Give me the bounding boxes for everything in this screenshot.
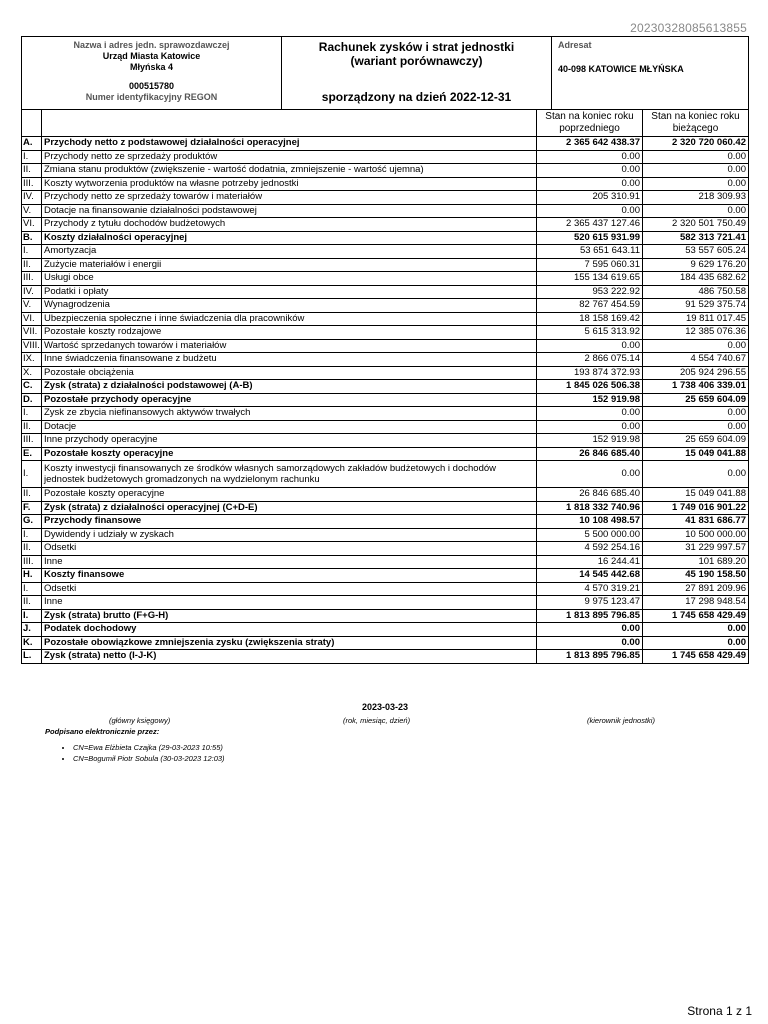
row-label: Przychody finansowe bbox=[42, 515, 537, 529]
table-row bbox=[22, 555, 749, 569]
row-code: F. bbox=[22, 501, 42, 515]
table-row bbox=[22, 285, 749, 299]
row-curr-value: 486 750.58 bbox=[643, 285, 749, 299]
date-label: (rok, miesiąc, dzień) bbox=[343, 716, 411, 725]
row-label: Wartość sprzedanych towarów i materiałów bbox=[42, 339, 537, 353]
row-prev-value: 4 592 254.16 bbox=[537, 542, 643, 556]
row-code: II. bbox=[22, 488, 42, 502]
row-curr-value: 0.00 bbox=[643, 461, 749, 488]
table-row bbox=[22, 272, 749, 286]
row-prev-value: 1 845 026 506.38 bbox=[537, 380, 643, 394]
addressee-block bbox=[552, 37, 748, 109]
table-row bbox=[22, 258, 749, 272]
row-prev-value: 0.00 bbox=[537, 623, 643, 637]
row-curr-value: 0.00 bbox=[643, 623, 749, 637]
row-code: VIII. bbox=[23, 339, 40, 351]
signer-item: • CN=Bogumił Piotr Sobula (30-03-2023 12:03) bbox=[73, 753, 225, 764]
table-row bbox=[22, 326, 749, 340]
header-curr-year: Stan na koniec roku bieżącego bbox=[643, 110, 749, 137]
row-code: VI. bbox=[22, 218, 42, 232]
row-code: I. bbox=[22, 609, 42, 623]
entity-info bbox=[22, 37, 282, 109]
row-curr-value: 25 659 604.09 bbox=[643, 434, 749, 448]
row-label: Dywidendy i udziały w zyskach bbox=[42, 528, 537, 542]
row-prev-value: 0.00 bbox=[537, 636, 643, 650]
row-code: V. bbox=[22, 204, 42, 218]
row-code: I. bbox=[22, 150, 42, 164]
row-curr-value: 218 309.93 bbox=[643, 191, 749, 205]
entity-street: Młyńska 4 bbox=[129, 62, 174, 72]
row-prev-value: 10 108 498.57 bbox=[537, 515, 643, 529]
row-label: Amortyzacja bbox=[42, 245, 537, 259]
signer-item: • CN=Ewa Elżbieta Czajka (29-03-2023 10:55) bbox=[73, 742, 225, 753]
table-header-row bbox=[22, 110, 749, 137]
row-code: II. bbox=[22, 164, 42, 178]
row-prev-value: 9 975 123.47 bbox=[537, 596, 643, 610]
row-prev-value: 152 919.98 bbox=[537, 434, 643, 448]
row-label: Pozostałe obciążenia bbox=[42, 366, 537, 380]
row-label: Inne świadczenia finansowane z budżetu bbox=[42, 353, 537, 367]
row-curr-value: 1 745 658 429.49 bbox=[643, 650, 749, 664]
report-header bbox=[21, 36, 749, 110]
row-label: Przychody netto z podstawowej działalności operacyjnej bbox=[42, 137, 537, 151]
table-row bbox=[22, 636, 749, 650]
row-label: Zysk (strata) netto (I-J-K) bbox=[42, 650, 537, 664]
row-prev-value: 155 134 619.65 bbox=[537, 272, 643, 286]
document-id: 20230328085613855 bbox=[630, 21, 747, 35]
table-row bbox=[22, 177, 749, 191]
row-label: Inne bbox=[42, 555, 537, 569]
table-row bbox=[22, 582, 749, 596]
table-row bbox=[22, 164, 749, 178]
row-curr-value: 4 554 740.67 bbox=[643, 353, 749, 367]
accountant-label: (główny księgowy) bbox=[109, 716, 171, 725]
row-prev-value: 205 310.91 bbox=[537, 191, 643, 205]
header-cell-code bbox=[22, 110, 42, 137]
signature-footer bbox=[21, 702, 749, 763]
row-code: K. bbox=[22, 636, 42, 650]
table-row bbox=[22, 218, 749, 232]
table-row bbox=[22, 339, 749, 353]
row-prev-value: 18 158 169.42 bbox=[537, 312, 643, 326]
row-code: II. bbox=[22, 596, 42, 610]
table-row bbox=[22, 515, 749, 529]
row-label: Inne przychody operacyjne bbox=[42, 434, 537, 448]
row-curr-value: 1 738 406 339.01 bbox=[643, 380, 749, 394]
row-prev-value: 953 222.92 bbox=[537, 285, 643, 299]
row-prev-value: 1 813 895 796.85 bbox=[537, 609, 643, 623]
row-code: II. bbox=[22, 420, 42, 434]
row-label: Dotacje na finansowanie działalności podstawowej bbox=[42, 204, 537, 218]
row-curr-value: 53 557 605.24 bbox=[643, 245, 749, 259]
row-prev-value: 5 615 313.92 bbox=[537, 326, 643, 340]
table-row bbox=[22, 245, 749, 259]
addressee-label: Adresat bbox=[558, 40, 592, 50]
row-label: Odsetki bbox=[42, 542, 537, 556]
row-curr-value: 0.00 bbox=[643, 636, 749, 650]
table-row bbox=[22, 596, 749, 610]
row-curr-value: 91 529 375.74 bbox=[643, 299, 749, 313]
row-prev-value: 53 651 643.11 bbox=[537, 245, 643, 259]
table-row bbox=[22, 488, 749, 502]
table-row bbox=[22, 393, 749, 407]
row-curr-value: 101 689.20 bbox=[643, 555, 749, 569]
row-curr-value: 45 190 158.50 bbox=[643, 569, 749, 583]
row-curr-value: 0.00 bbox=[643, 420, 749, 434]
row-prev-value: 0.00 bbox=[537, 461, 643, 488]
row-label: Koszty inwestycji finansowanych ze środków własnych samorządowych zakładów budżetowych i dochodów jednostek budżetowych gromadzonych na wydzielonym rachunku bbox=[42, 461, 537, 488]
row-label: Pozostałe obowiązkowe zmniejszenia zysku (zwiększenia straty) bbox=[42, 636, 537, 650]
table-row bbox=[22, 380, 749, 394]
row-label: Przychody netto ze sprzedaży produktów bbox=[42, 150, 537, 164]
entity-label: Nazwa i adres jedn. sprawozdawczej bbox=[73, 40, 230, 50]
report-subtitle: (wariant porównawczy) bbox=[350, 54, 483, 68]
row-label: Zysk ze zbycia niefinansowych aktywów trwałych bbox=[42, 407, 537, 421]
page-number: Strona 1 z 1 bbox=[687, 1004, 752, 1018]
row-label: Odsetki bbox=[42, 582, 537, 596]
row-label: Przychody z tytułu dochodów budżetowych bbox=[42, 218, 537, 232]
row-curr-value: 2 320 720 060.42 bbox=[643, 137, 749, 151]
row-label: Pozostałe koszty rodzajowe bbox=[42, 326, 537, 340]
table-row bbox=[22, 191, 749, 205]
row-code: III. bbox=[22, 177, 42, 191]
table-row bbox=[22, 150, 749, 164]
row-prev-value: 520 615 931.99 bbox=[537, 231, 643, 245]
row-curr-value: 582 313 721.41 bbox=[643, 231, 749, 245]
row-curr-value: 1 749 016 901.22 bbox=[643, 501, 749, 515]
row-code: IV. bbox=[22, 285, 42, 299]
row-code: E. bbox=[22, 447, 42, 461]
row-label: Usługi obce bbox=[42, 272, 537, 286]
table-row bbox=[22, 609, 749, 623]
row-code: V. bbox=[22, 299, 42, 313]
table-row bbox=[22, 623, 749, 637]
table-row bbox=[22, 204, 749, 218]
row-code: H. bbox=[22, 569, 42, 583]
row-prev-value: 26 846 685.40 bbox=[537, 488, 643, 502]
table-row bbox=[22, 366, 749, 380]
row-prev-value: 2 365 642 438.37 bbox=[537, 137, 643, 151]
row-label: Ubezpieczenia społeczne i inne świadczenia dla pracowników bbox=[42, 312, 537, 326]
row-curr-value: 9 629 176.20 bbox=[643, 258, 749, 272]
row-curr-value: 0.00 bbox=[643, 164, 749, 178]
regon-number: 000515780 bbox=[128, 81, 175, 91]
row-code: IV. bbox=[22, 191, 42, 205]
row-code: J. bbox=[22, 623, 42, 637]
row-prev-value: 26 846 685.40 bbox=[537, 447, 643, 461]
table-row bbox=[22, 650, 749, 664]
table-row bbox=[22, 434, 749, 448]
row-curr-value: 17 298 948.54 bbox=[643, 596, 749, 610]
row-curr-value: 31 229 997.57 bbox=[643, 542, 749, 556]
row-prev-value: 193 874 372.93 bbox=[537, 366, 643, 380]
signers-list bbox=[55, 742, 225, 764]
row-code: I. bbox=[22, 407, 42, 421]
row-code: A. bbox=[22, 137, 42, 151]
row-prev-value: 1 813 895 796.85 bbox=[537, 650, 643, 664]
row-prev-value: 1 818 332 740.96 bbox=[537, 501, 643, 515]
row-label: Koszty działalności operacyjnej bbox=[42, 231, 537, 245]
table-row bbox=[22, 569, 749, 583]
row-code: C. bbox=[22, 380, 42, 394]
header-cell-label bbox=[42, 110, 537, 137]
table-row bbox=[22, 461, 749, 488]
table-row bbox=[22, 299, 749, 313]
row-curr-value: 205 924 296.55 bbox=[643, 366, 749, 380]
row-prev-value: 152 919.98 bbox=[537, 393, 643, 407]
row-prev-value: 0.00 bbox=[537, 420, 643, 434]
row-curr-value: 184 435 682.62 bbox=[643, 272, 749, 286]
row-code: VII. bbox=[22, 326, 42, 340]
row-prev-value: 0.00 bbox=[537, 204, 643, 218]
row-code: I. bbox=[22, 245, 42, 259]
row-code: III. bbox=[22, 555, 42, 569]
row-label: Pozostałe koszty operacyjne bbox=[42, 447, 537, 461]
row-label: Dotacje bbox=[42, 420, 537, 434]
row-code: II. bbox=[22, 258, 42, 272]
row-curr-value: 0.00 bbox=[643, 407, 749, 421]
regon-label: Numer identyfikacyjny REGON bbox=[85, 92, 218, 102]
row-curr-value: 0.00 bbox=[643, 150, 749, 164]
row-prev-value: 14 545 442.68 bbox=[537, 569, 643, 583]
report-title-block bbox=[282, 37, 552, 109]
row-prev-value: 2 365 437 127.46 bbox=[537, 218, 643, 232]
table-row bbox=[22, 137, 749, 151]
table-row bbox=[22, 447, 749, 461]
row-prev-value: 0.00 bbox=[537, 339, 643, 353]
row-prev-value: 0.00 bbox=[537, 150, 643, 164]
row-code: G. bbox=[22, 515, 42, 529]
row-code: I. bbox=[22, 528, 42, 542]
header-prev-year: Stan na koniec roku poprzedniego bbox=[537, 110, 643, 137]
row-curr-value: 0.00 bbox=[643, 339, 749, 353]
row-code: IX. bbox=[22, 353, 42, 367]
table-row bbox=[22, 542, 749, 556]
row-label: Inne bbox=[42, 596, 537, 610]
row-label: Zysk (strata) z działalności operacyjnej (C+D-E) bbox=[42, 501, 537, 515]
row-label: Pozostałe koszty operacyjne bbox=[42, 488, 537, 502]
row-prev-value: 0.00 bbox=[537, 164, 643, 178]
row-code: L. bbox=[22, 650, 42, 664]
row-curr-value: 27 891 209.96 bbox=[643, 582, 749, 596]
row-prev-value: 16 244.41 bbox=[537, 555, 643, 569]
row-prev-value: 4 570 319.21 bbox=[537, 582, 643, 596]
row-label: Zmiana stanu produktów (zwiększenie - wartość dodatnia, zmniejszenie - wartość ujemna) bbox=[42, 164, 537, 178]
row-prev-value: 0.00 bbox=[537, 407, 643, 421]
row-label: Podatki i opłaty bbox=[42, 285, 537, 299]
income-statement-table bbox=[21, 109, 749, 664]
row-label: Przychody netto ze sprzedaży towarów i materiałów bbox=[42, 191, 537, 205]
table-row bbox=[22, 407, 749, 421]
table-row bbox=[22, 231, 749, 245]
row-label: Koszty wytworzenia produktów na własne potrzeby jednostki bbox=[42, 177, 537, 191]
entity-name: Urząd Miasta Katowice bbox=[102, 51, 201, 61]
row-code: I. bbox=[22, 461, 42, 488]
row-code: II. bbox=[22, 542, 42, 556]
row-prev-value: 2 866 075.14 bbox=[537, 353, 643, 367]
row-code: III. bbox=[22, 434, 42, 448]
row-label: Zużycie materiałów i energii bbox=[42, 258, 537, 272]
row-label: Wynagrodzenia bbox=[42, 299, 537, 313]
row-curr-value: 2 320 501 750.49 bbox=[643, 218, 749, 232]
table-row bbox=[22, 353, 749, 367]
table-row bbox=[22, 501, 749, 515]
row-code: X. bbox=[22, 366, 42, 380]
row-label: Zysk (strata) brutto (F+G-H) bbox=[42, 609, 537, 623]
addressee-value: 40-098 KATOWICE MŁYŃSKA bbox=[558, 64, 684, 74]
table-row bbox=[22, 528, 749, 542]
row-curr-value: 25 659 604.09 bbox=[643, 393, 749, 407]
table-row bbox=[22, 312, 749, 326]
row-prev-value: 5 500 000.00 bbox=[537, 528, 643, 542]
row-code: D. bbox=[22, 393, 42, 407]
row-prev-value: 0.00 bbox=[537, 177, 643, 191]
head-label: (kierownik jednostki) bbox=[587, 716, 655, 725]
row-curr-value: 41 831 686.77 bbox=[643, 515, 749, 529]
row-code: III. bbox=[22, 272, 42, 286]
report-title: Rachunek zysków i strat jednostki bbox=[318, 40, 515, 54]
row-curr-value: 15 049 041.88 bbox=[643, 447, 749, 461]
row-curr-value: 12 385 076.36 bbox=[643, 326, 749, 340]
signed-label: Podpisano elektronicznie przez: bbox=[45, 727, 160, 736]
row-prev-value: 82 767 454.59 bbox=[537, 299, 643, 313]
signature-date: 2023-03-23 bbox=[361, 702, 409, 712]
row-curr-value: 0.00 bbox=[643, 177, 749, 191]
row-code: I. bbox=[22, 582, 42, 596]
report-date: sporządzony na dzień 2022-12-31 bbox=[321, 90, 512, 104]
row-curr-value: 0.00 bbox=[643, 204, 749, 218]
row-curr-value: 10 500 000.00 bbox=[643, 528, 749, 542]
row-curr-value: 15 049 041.88 bbox=[643, 488, 749, 502]
row-label: Pozostałe przychody operacyjne bbox=[42, 393, 537, 407]
row-code: VI. bbox=[22, 312, 42, 326]
row-curr-value: 1 745 658 429.49 bbox=[643, 609, 749, 623]
table-row bbox=[22, 420, 749, 434]
row-label: Koszty finansowe bbox=[42, 569, 537, 583]
row-code: B. bbox=[22, 231, 42, 245]
row-label: Zysk (strata) z działalności podstawowej (A-B) bbox=[42, 380, 537, 394]
row-label: Podatek dochodowy bbox=[42, 623, 537, 637]
row-prev-value: 7 595 060.31 bbox=[537, 258, 643, 272]
row-curr-value: 19 811 017.45 bbox=[643, 312, 749, 326]
